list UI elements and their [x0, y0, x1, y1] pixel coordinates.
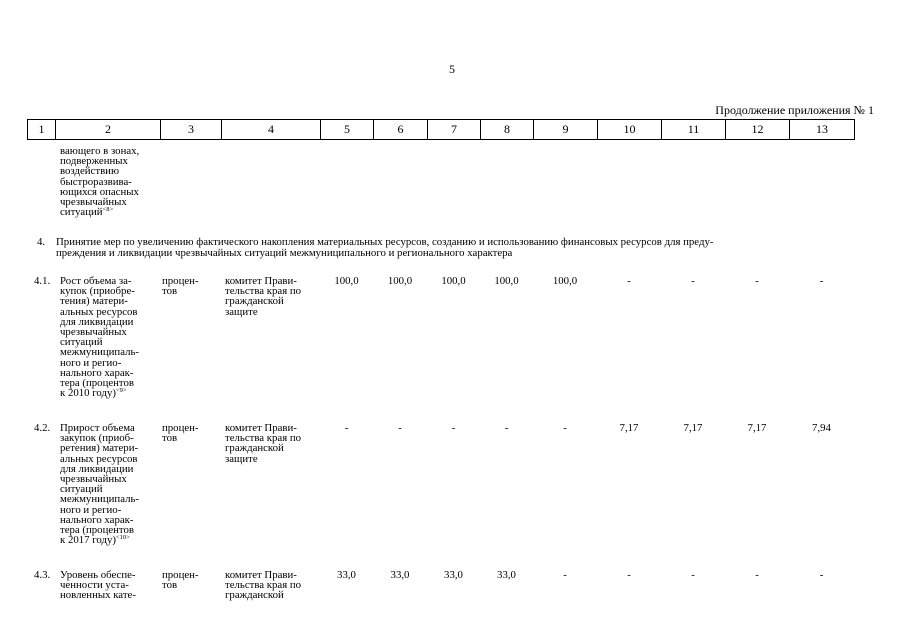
- indicator-name: [60, 423, 139, 545]
- value-cell: 33,0: [444, 569, 463, 581]
- value-cell: -: [819, 275, 824, 287]
- section-title-line: преждения и ликвидации чрезвычайных ситуаций межмуниципального и регионального характера: [56, 247, 513, 259]
- column-header: 7: [428, 120, 481, 140]
- indicator-name: Уровень обеспе- ченности уста- новленных кате-: [60, 569, 136, 602]
- column-header: 13: [790, 120, 855, 140]
- value-cell: -: [755, 569, 759, 581]
- column-header: 4: [222, 120, 321, 140]
- indicator-name-text: Рост объема за- купок (приобре- тения) матери- альных ресурсов для ликвидации чрезвычайных ситуаций межмуниципаль- ного и регио- нального харак- тера (процентов к 2010 году): [60, 275, 139, 400]
- section-title: [56, 237, 867, 259]
- column-header: 5: [321, 120, 374, 140]
- column-header: 11: [662, 120, 726, 140]
- value-cell: -: [504, 422, 509, 434]
- value-cell: 7,17: [683, 422, 703, 434]
- row-number: 4.1.: [34, 275, 51, 287]
- value-cell: 33,0: [337, 569, 356, 581]
- unit: процен- тов: [162, 569, 199, 592]
- carryover-text: вающего в зонах, подверженных воздействию быстроразвива- ющихся опасных чрезвычайных ситуаций: [60, 145, 140, 219]
- value-cell: 33,0: [390, 569, 410, 581]
- value-cell: 100,0: [494, 275, 519, 287]
- section-heading: [37, 237, 867, 259]
- page-number: 5: [449, 62, 455, 76]
- column-header: 3: [161, 120, 222, 140]
- column-header: 12: [726, 120, 790, 140]
- value-cell: -: [755, 275, 759, 287]
- indicator-name-text: Прирост объема закупок (приоб- ретения) матери- альных ресурсов для ликвидации чрезвычайных ситуаций межмуниципаль- ного и регио- нального харак- тера (процентов к 2017 году): [60, 422, 139, 547]
- column-header: 10: [598, 120, 662, 140]
- indicator-name: [60, 276, 139, 398]
- value-cell: -: [627, 569, 631, 581]
- value-cell: -: [451, 422, 456, 434]
- footnote-ref: <8>: [102, 206, 114, 214]
- executor: комитет Прави- тельства края по гражданской защите: [225, 422, 302, 465]
- row-number: 4.3.: [34, 569, 51, 581]
- column-header: 9: [534, 120, 598, 140]
- column-header-table: [27, 119, 855, 140]
- value-cell: 100,0: [334, 275, 359, 287]
- continuation-label: Продолжение приложения № 1: [715, 103, 874, 117]
- column-header-row: [28, 120, 855, 140]
- value-cell: 7,17: [619, 422, 639, 434]
- value-cell: -: [344, 422, 349, 434]
- column-header: 2: [56, 120, 161, 140]
- value-cell: 100,0: [441, 275, 466, 287]
- unit: процен- тов: [162, 422, 199, 445]
- carryover-cell: [60, 146, 139, 217]
- value-cell: 100,0: [552, 275, 578, 287]
- executor: комитет Прави- тельства края по гражданской: [225, 569, 302, 602]
- column-header: 1: [28, 120, 56, 140]
- value-cell: -: [819, 569, 824, 581]
- section-number: 4.: [37, 236, 46, 248]
- unit: процен- тов: [162, 275, 199, 298]
- value-cell: -: [691, 275, 695, 287]
- executor: комитет Прави- тельства края по гражданской защите: [225, 275, 302, 318]
- value-cell: -: [563, 422, 567, 434]
- value-cell: -: [398, 422, 402, 434]
- section-title-line: Принятие мер по увеличению фактического накопления материальных ресурсов, созданию и использованию финансовых ресурсов для преду-: [56, 236, 714, 248]
- column-header: 6: [374, 120, 428, 140]
- value-cell: 7,94: [812, 422, 831, 434]
- value-cell: 33,0: [497, 569, 516, 581]
- footnote-ref: <10>: [115, 534, 130, 542]
- column-header: 8: [481, 120, 534, 140]
- value-cell: -: [627, 275, 631, 287]
- value-cell: -: [691, 569, 695, 581]
- value-cell: 7,17: [747, 422, 767, 434]
- footnote-ref: <9>: [115, 387, 127, 395]
- value-cell: 100,0: [387, 275, 413, 287]
- value-cell: -: [563, 569, 567, 581]
- row-number: 4.2.: [34, 422, 51, 434]
